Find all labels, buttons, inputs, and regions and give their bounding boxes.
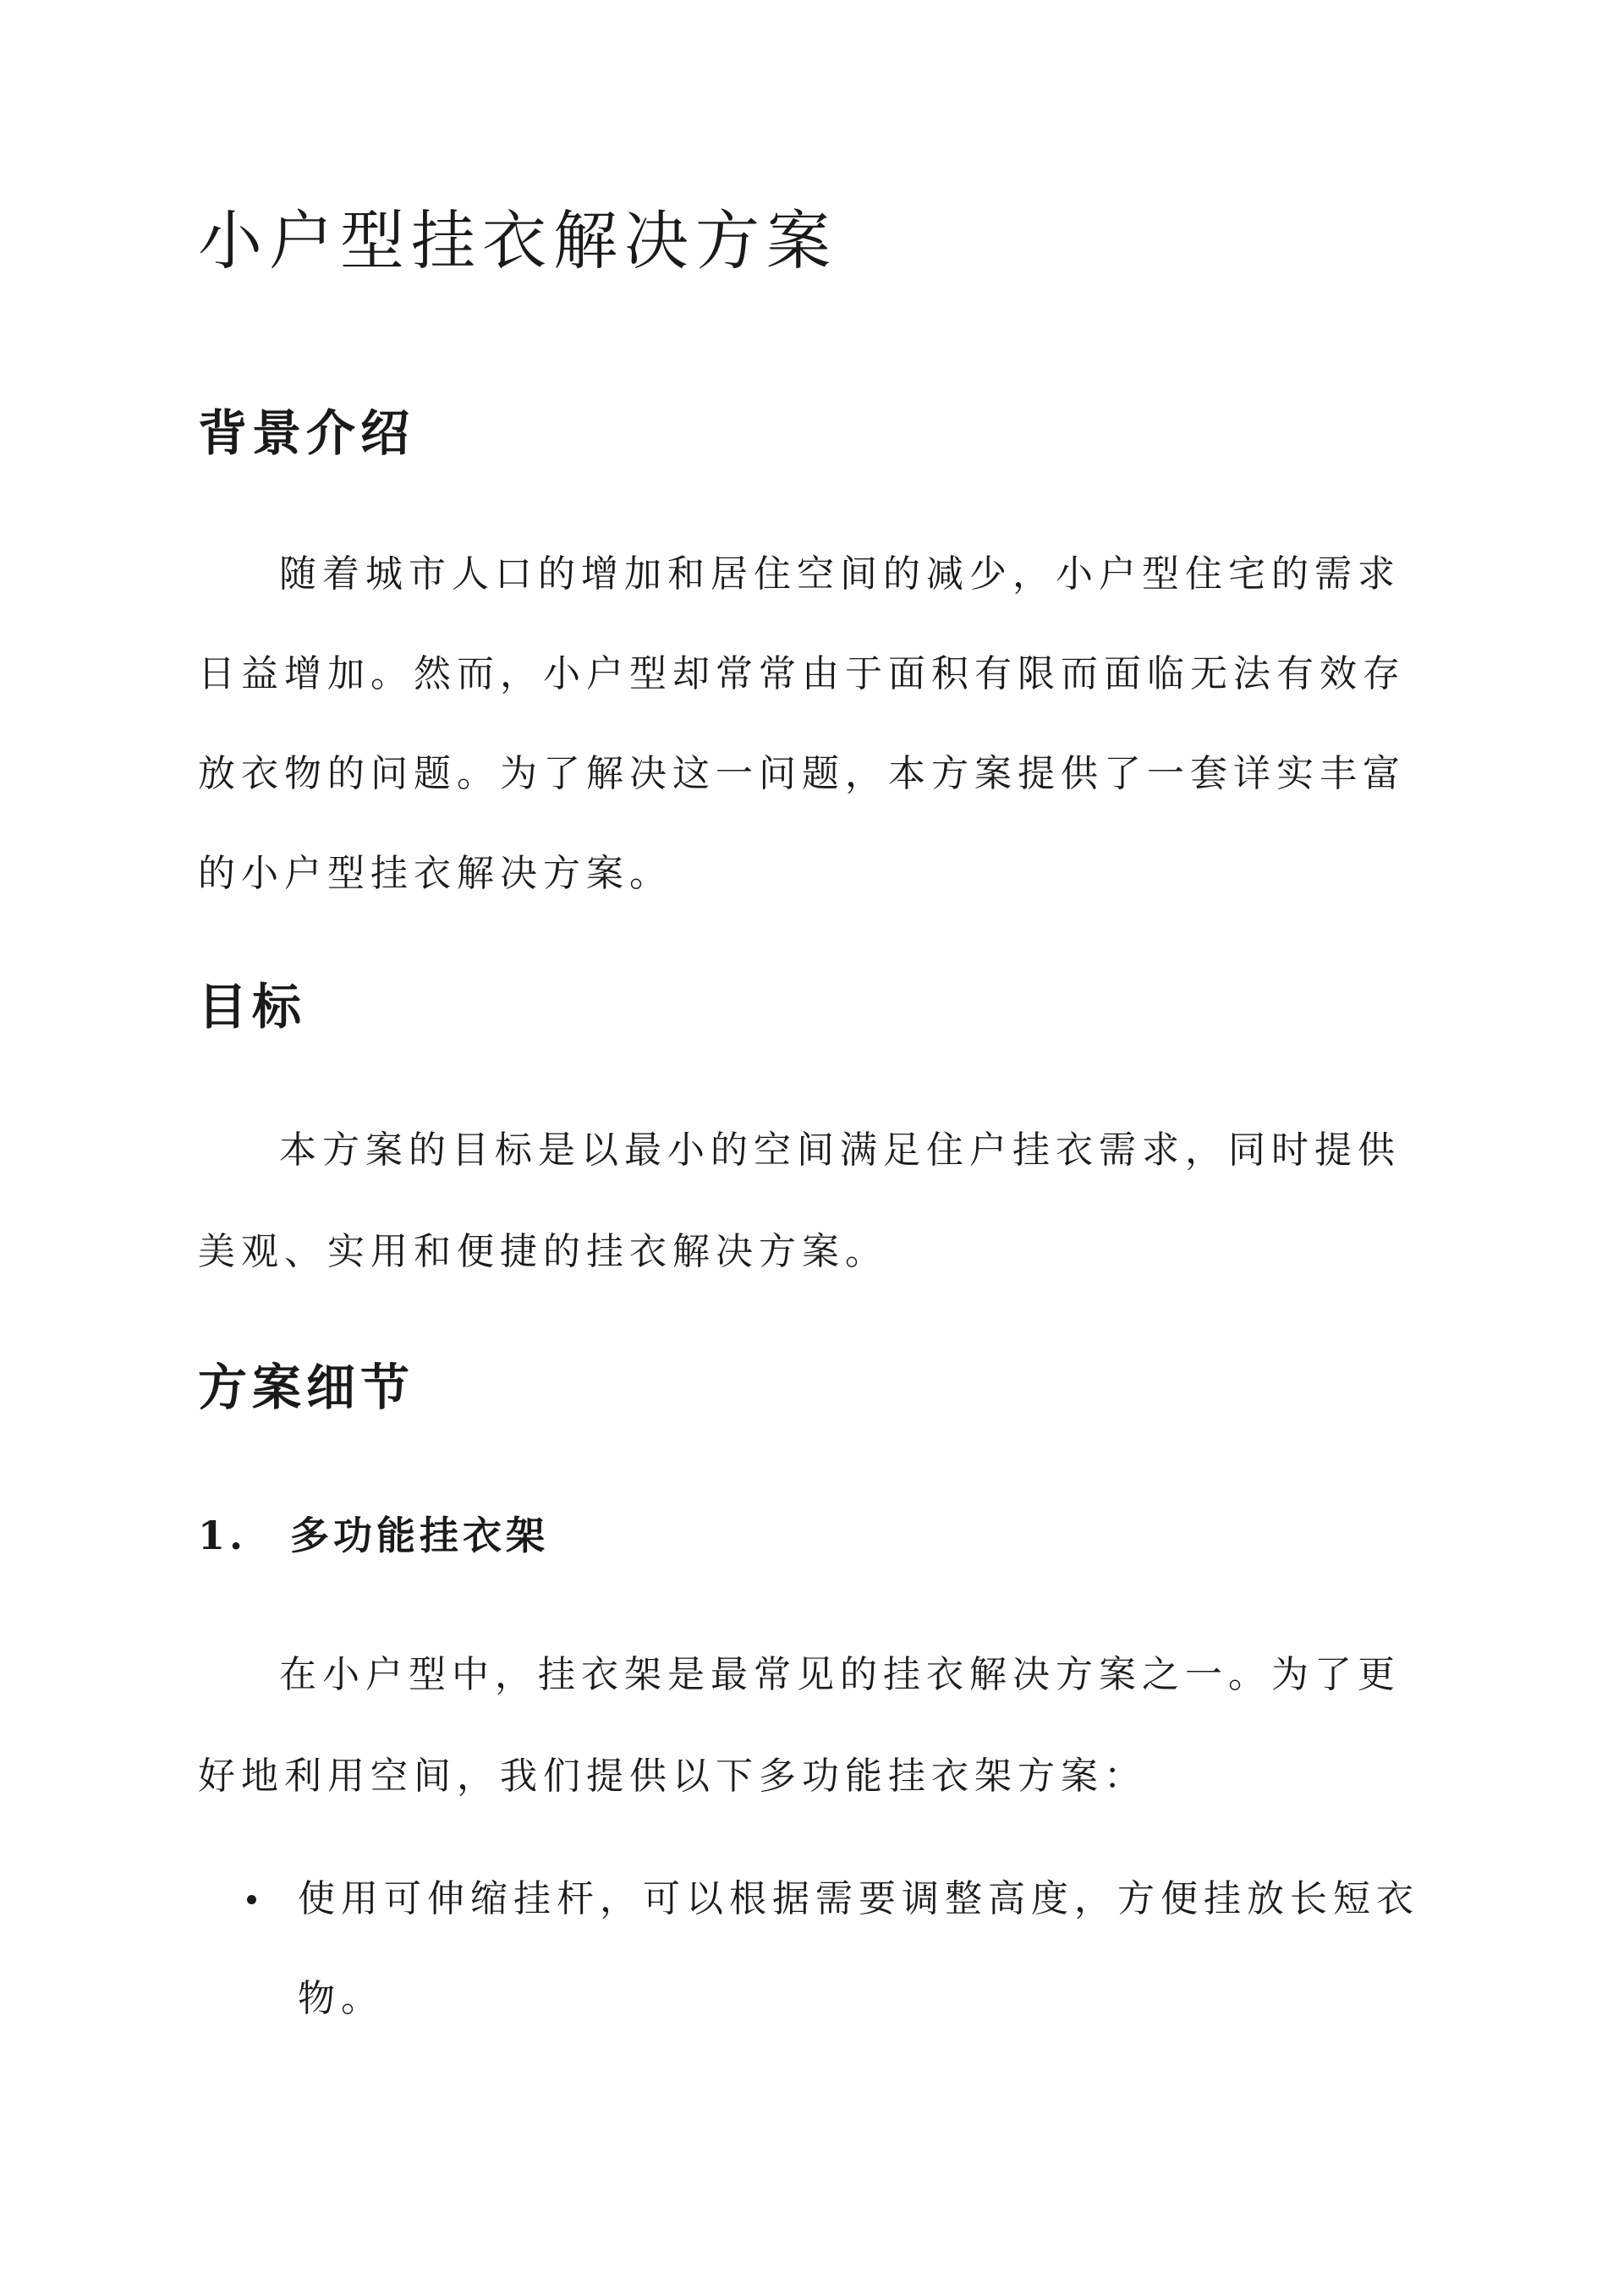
bullet-dot-icon (247, 1895, 256, 1904)
list-item-text: 使用可伸缩挂杆，可以根据需要调整高度，方便挂放长短衣物。 (298, 1877, 1419, 2020)
section-paragraph-background: 随着城市人口的增加和居住空间的减少，小户型住宅的需求日益增加。然而，小户型却常常由于面积有限而面临无法有效存放衣物的问题。为了解决这一问题，本方案提供了一套详实丰富的小户型挂衣解决方案。 (198, 552, 1406, 895)
document-title: 小户型挂衣解决方案 (198, 203, 837, 278)
section-paragraph-goal: 本方案的目标是以最小的空间满足住户挂衣需求，同时提供美观、实用和便捷的挂衣解决方案。 (198, 1129, 1401, 1273)
section-heading-goal: 目标 (198, 978, 307, 1035)
subsection-paragraph-hanger: 在小户型中，挂衣架是最常见的挂衣解决方案之一。为了更好地利用空间，我们提供以下多功能挂衣架方案： (198, 1653, 1401, 1798)
section-heading-background: 背景介绍 (198, 404, 415, 462)
list-item (198, 1849, 1424, 2049)
bullet-list (198, 1849, 1424, 2049)
section-heading-details: 方案细节 (198, 1359, 415, 1416)
subsection-heading-hanger: 1. 多功能挂衣架 (198, 1513, 550, 1558)
